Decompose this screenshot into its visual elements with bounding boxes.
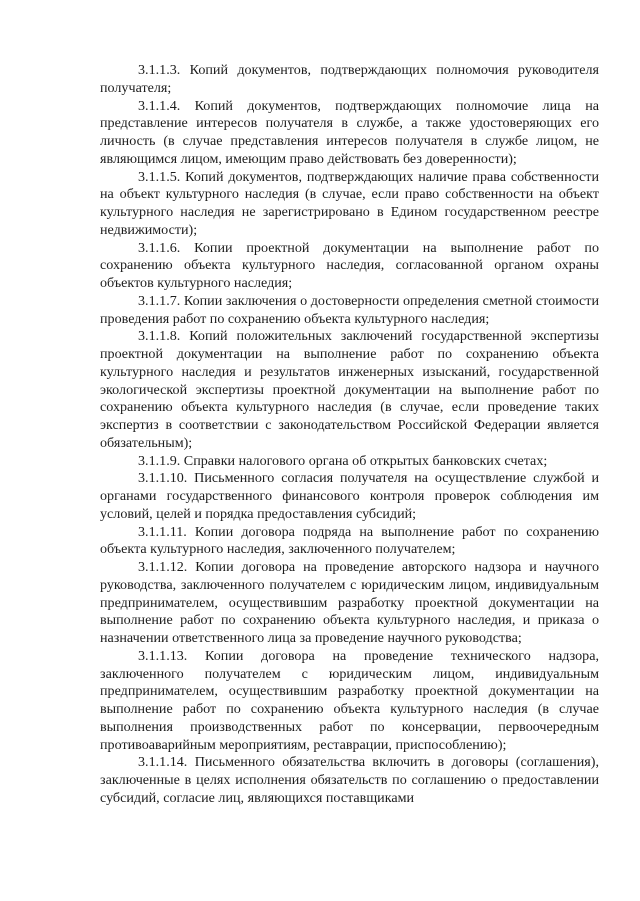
paragraph-3-1-1-5: 3.1.1.5. Копий документов, подтверждающих наличие права собственности на объект культурного наследия (в случае, если право собственности на объект культурного наследия не зарегистрировано в Едином государственном реестре недвижимости); — [100, 168, 599, 238]
paragraph-3-1-1-13: 3.1.1.13. Копии договора на проведение технического надзора, заключенного получателем с юридическим лицом, индивидуальным предпринимателем, осуществившим разработку проектной документации на выполнение работ по сохранению объекта культурного наследия (в случае выполнения производственных работ по консервации, первоочередным противоаварийным мероприятиям, реставрации, приспособлению); — [100, 647, 599, 753]
document-body — [100, 62, 599, 808]
paragraph-3-1-1-11: 3.1.1.11. Копии договора подряда на выполнение работ по сохранению объекта культурного наследия, заключенного получателем; — [100, 523, 599, 558]
paragraph-3-1-1-6: 3.1.1.6. Копии проектной документации на выполнение работ по сохранению объекта культурного наследия, согласованной органом охраны объектов культурного наследия; — [100, 239, 599, 291]
paragraph-3-1-1-4: 3.1.1.4. Копий документов, подтверждающих полномочие лица на представление интересов получателя в службе, а также удостоверяющих его личность (в случае представления интересов получателя в службе лицом, не являющимся лицом, имеющим право действовать без доверенности); — [100, 97, 599, 167]
paragraph-3-1-1-8: 3.1.1.8. Копий положительных заключений государственной экспертизы проектной документации на выполнение работ по сохранению объекта культурного наследия и результатов инженерных изысканий, государственной экологической экспертизы проектной документации на выполнение работ по сохранению объекта культурного наследия (в случае, если проведение таких экспертиз в соответствии с законодательством Российской Федерации является обязательным); — [100, 328, 599, 451]
paragraph-3-1-1-12: 3.1.1.12. Копии договора на проведение авторского надзора и научного руководства, заключенного получателем с юридическим лицом, индивидуальным предпринимателем, осуществившим разработку проектной документации на выполнение работ по сохранению объекта культурного наследия, и приказа о назначении ответственного лица за проведение научного руководства; — [100, 559, 599, 646]
paragraph-3-1-1-9: 3.1.1.9. Справки налогового органа об открытых банковских счетах; — [138, 452, 548, 469]
paragraph-3-1-1-7: 3.1.1.7. Копии заключения о достоверности определения сметной стоимости проведения работ по сохранению объекта культурного наследия; — [100, 292, 599, 327]
paragraph-3-1-1-14: 3.1.1.14. Письменного обязательства включить в договоры (соглашения), заключенные в целях исполнения обязательств по соглашению о предоставлении субсидий, согласие лиц, являющихся поставщиками — [100, 754, 599, 806]
paragraph-3-1-1-10: 3.1.1.10. Письменного согласия получателя на осуществление службой и органами государственного финансового контроля проверок соблюдения им условий, целей и порядка предоставления субсидий; — [100, 470, 599, 522]
paragraph-3-1-1-3: 3.1.1.3. Копий документов, подтверждающих полномочия руководителя получателя; — [100, 62, 599, 96]
